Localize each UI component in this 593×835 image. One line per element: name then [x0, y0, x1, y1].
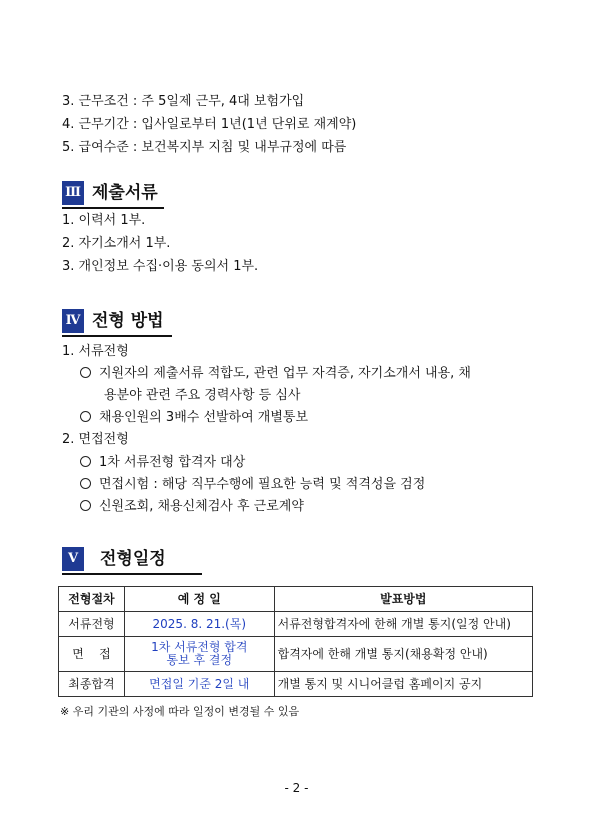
section-underline — [62, 335, 172, 337]
cell-date: 1차 서류전형 합격 통보 후 결정 — [124, 637, 274, 672]
section-title: 전형 방법 — [92, 311, 164, 331]
section-schedule-heading — [62, 546, 202, 572]
section-numeral-badge: Ⅴ — [62, 547, 84, 571]
section-underline — [62, 207, 164, 209]
section-underline — [62, 573, 202, 575]
schedule-note: ※ 우리 기관의 사정에 따라 일정이 변경될 수 있음 — [60, 705, 300, 718]
circle-bullet-icon — [80, 367, 91, 378]
cell-step: 서류전형 — [59, 612, 125, 637]
circle-bullet-icon — [80, 411, 91, 422]
salary-line: 5. 급여수준 : 보건복지부 지침 및 내부규정에 따름 — [62, 140, 347, 155]
header-method: 발표방법 — [274, 587, 532, 612]
cell-step: 면 접 — [59, 637, 125, 672]
list-item: 3. 개인정보 수집·이용 동의서 1부. — [62, 259, 259, 274]
section-numeral-badge: Ⅲ — [62, 181, 84, 205]
circle-bullet-icon — [80, 478, 91, 489]
bullet-item: 채용인원의 3배수 선발하여 개별통보 — [80, 409, 308, 427]
bullet-item: 지원자의 제출서류 적합도, 관련 업무 자격증, 자기소개서 내용, 채 — [80, 365, 471, 383]
list-item: 1. 이력서 1부. — [62, 213, 146, 228]
bullet-item: 1차 서류전형 합격자 대상 — [80, 454, 245, 472]
schedule-table — [58, 586, 533, 697]
cell-date: 면접일 기준 2일 내 — [124, 672, 274, 697]
bullet-item: 신원조회, 채용신체검사 후 근로계약 — [80, 498, 304, 516]
section-documents-heading — [62, 180, 164, 206]
circle-bullet-icon — [80, 500, 91, 511]
cell-method: 서류전형합격자에 한해 개별 통지(일정 안내) — [274, 612, 532, 637]
circle-bullet-icon — [80, 456, 91, 467]
section-selection-method-heading — [62, 308, 172, 334]
header-date: 예 정 일 — [124, 587, 274, 612]
list-item: 1. 서류전형 — [62, 344, 129, 359]
list-item: 2. 자기소개서 1부. — [62, 236, 171, 251]
cell-step: 최종합격 — [59, 672, 125, 697]
section-title: 전형일정 — [100, 549, 166, 569]
section-title: 제출서류 — [92, 183, 158, 203]
cell-method: 합격자에 한해 개별 통지(채용확정 안내) — [274, 637, 532, 672]
section-numeral-badge: Ⅳ — [62, 309, 84, 333]
cell-method: 개별 통지 및 시니어클럽 홈페이지 공지 — [274, 672, 532, 697]
table-row — [59, 637, 533, 672]
list-item: 2. 면접전형 — [62, 432, 129, 447]
work-period-line: 4. 근무기간 : 입사일로부터 1년(1년 단위로 재계약) — [62, 117, 357, 132]
work-conditions-line: 3. 근무조건 : 주 5일제 근무, 4대 보험가입 — [62, 94, 305, 109]
table-row — [59, 672, 533, 697]
cell-date: 2025. 8. 21.(목) — [124, 612, 274, 637]
table-header-row — [59, 587, 533, 612]
table-row — [59, 612, 533, 637]
bullet-item: 면접시험 : 해당 직무수행에 필요한 능력 및 적격성을 검정 — [80, 476, 425, 494]
page-number: - 2 - — [284, 781, 309, 795]
header-step: 전형절차 — [59, 587, 125, 612]
bullet-continuation: 용분야 관련 주요 경력사항 등 심사 — [104, 388, 301, 403]
